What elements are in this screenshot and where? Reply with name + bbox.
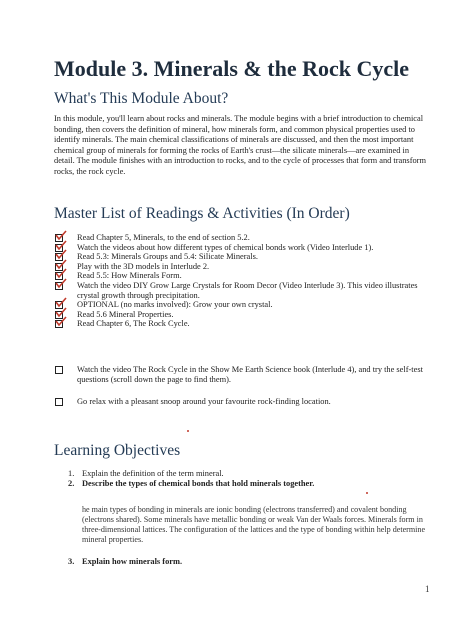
reading-item bbox=[54, 243, 426, 253]
objective-text: Describe the types of chemical bonds that hold minerals together. bbox=[82, 479, 315, 488]
about-heading: What's This Module About? bbox=[54, 90, 229, 107]
readings-unchecked-list bbox=[54, 365, 426, 407]
readings-heading: Master List of Readings & Activities (In Order) bbox=[54, 205, 350, 222]
objective-note bbox=[54, 505, 426, 545]
objective-text: Explain the definition of the term mineral. bbox=[82, 469, 224, 478]
objectives-list bbox=[54, 469, 426, 489]
reading-text: Read 5.6 Mineral Properties. bbox=[77, 309, 174, 319]
objective-item bbox=[54, 479, 426, 489]
reading-text: Go relax with a pleasant snoop around your favourite rock-finding location. bbox=[77, 397, 331, 407]
objective-number: 1. bbox=[68, 469, 75, 478]
reading-item bbox=[54, 252, 426, 262]
reading-text: Watch the video The Rock Cycle in the Show Me Earth Science book (Interlude 4), and try the self-test questions (scroll down the page to find them). bbox=[77, 365, 423, 384]
check-mark-icon bbox=[55, 316, 67, 327]
reading-text: Play with the 3D models in Interlude 2. bbox=[77, 261, 210, 271]
reading-text: Read 5.3: Minerals Groups and 5.4: Silicate Minerals. bbox=[77, 252, 258, 262]
objective-note-text: he main types of bonding in minerals are ionic bonding (electrons transferred) and covalent bonding (electrons shared). Some minerals have metallic bonding or weak Van der Waals forces. Minerals form in three-dimensional lattices. The configuration of the lattices and the type of bonding within help determine mineral properties. bbox=[82, 505, 426, 544]
stray-mark bbox=[366, 492, 368, 494]
page-number: 1 bbox=[425, 584, 430, 594]
objective-item bbox=[54, 469, 426, 479]
reading-item bbox=[54, 271, 426, 281]
objectives-heading: Learning Objectives bbox=[54, 442, 181, 459]
readings-checked-list bbox=[54, 233, 426, 329]
stray-mark bbox=[187, 430, 189, 432]
reading-text: Read Chapter 5, Minerals, to the end of section 5.2. bbox=[77, 233, 250, 242]
objective-item bbox=[54, 557, 426, 567]
reading-item bbox=[54, 300, 426, 310]
objective-number: 2. bbox=[68, 479, 75, 488]
checkbox-icon[interactable] bbox=[55, 398, 63, 406]
reading-item bbox=[54, 397, 426, 407]
document-title: Module 3. Minerals & the Rock Cycle bbox=[54, 56, 409, 81]
objective-number: 3. bbox=[68, 557, 75, 566]
reading-text: Read 5.5: How Minerals Form. bbox=[77, 271, 182, 281]
reading-text: Read Chapter 6, The Rock Cycle. bbox=[77, 319, 190, 329]
reading-item bbox=[54, 310, 426, 320]
reading-item bbox=[54, 233, 426, 243]
check-mark-icon bbox=[55, 278, 67, 289]
reading-text: Watch the video DIY Grow Large Crystals for Room Decor (Video Interlude 3). This video illustrates crystal growth through precipitation. bbox=[77, 280, 418, 300]
checkbox-icon[interactable] bbox=[55, 366, 63, 374]
reading-item bbox=[54, 262, 426, 272]
reading-text: Watch the videos about how different types of chemical bonds work (Video Interlude 1). bbox=[77, 242, 374, 252]
objective-text: Explain how minerals form. bbox=[82, 557, 183, 566]
reading-text: OPTIONAL (no marks involved): Grow your own crystal. bbox=[77, 300, 273, 310]
reading-item bbox=[54, 319, 426, 329]
reading-item bbox=[54, 281, 426, 300]
about-paragraph: In this module, you'll learn about rocks and minerals. The module begins with a brief introduction to chemical bonding, then covers the definition of mineral, how minerals form, and common physical properties used to identify minerals. The main chemical classifications of minerals are discussed, and then the most important chemical group of minerals for forming the rocks of Earth's crust—the silicate minerals—are examined in detail. The module finishes with an introduction to rocks, and to the cycle of processes that form and transform rocks, the rock cycle. bbox=[54, 114, 426, 176]
objectives-list-continued bbox=[54, 557, 426, 567]
reading-item bbox=[54, 365, 426, 384]
